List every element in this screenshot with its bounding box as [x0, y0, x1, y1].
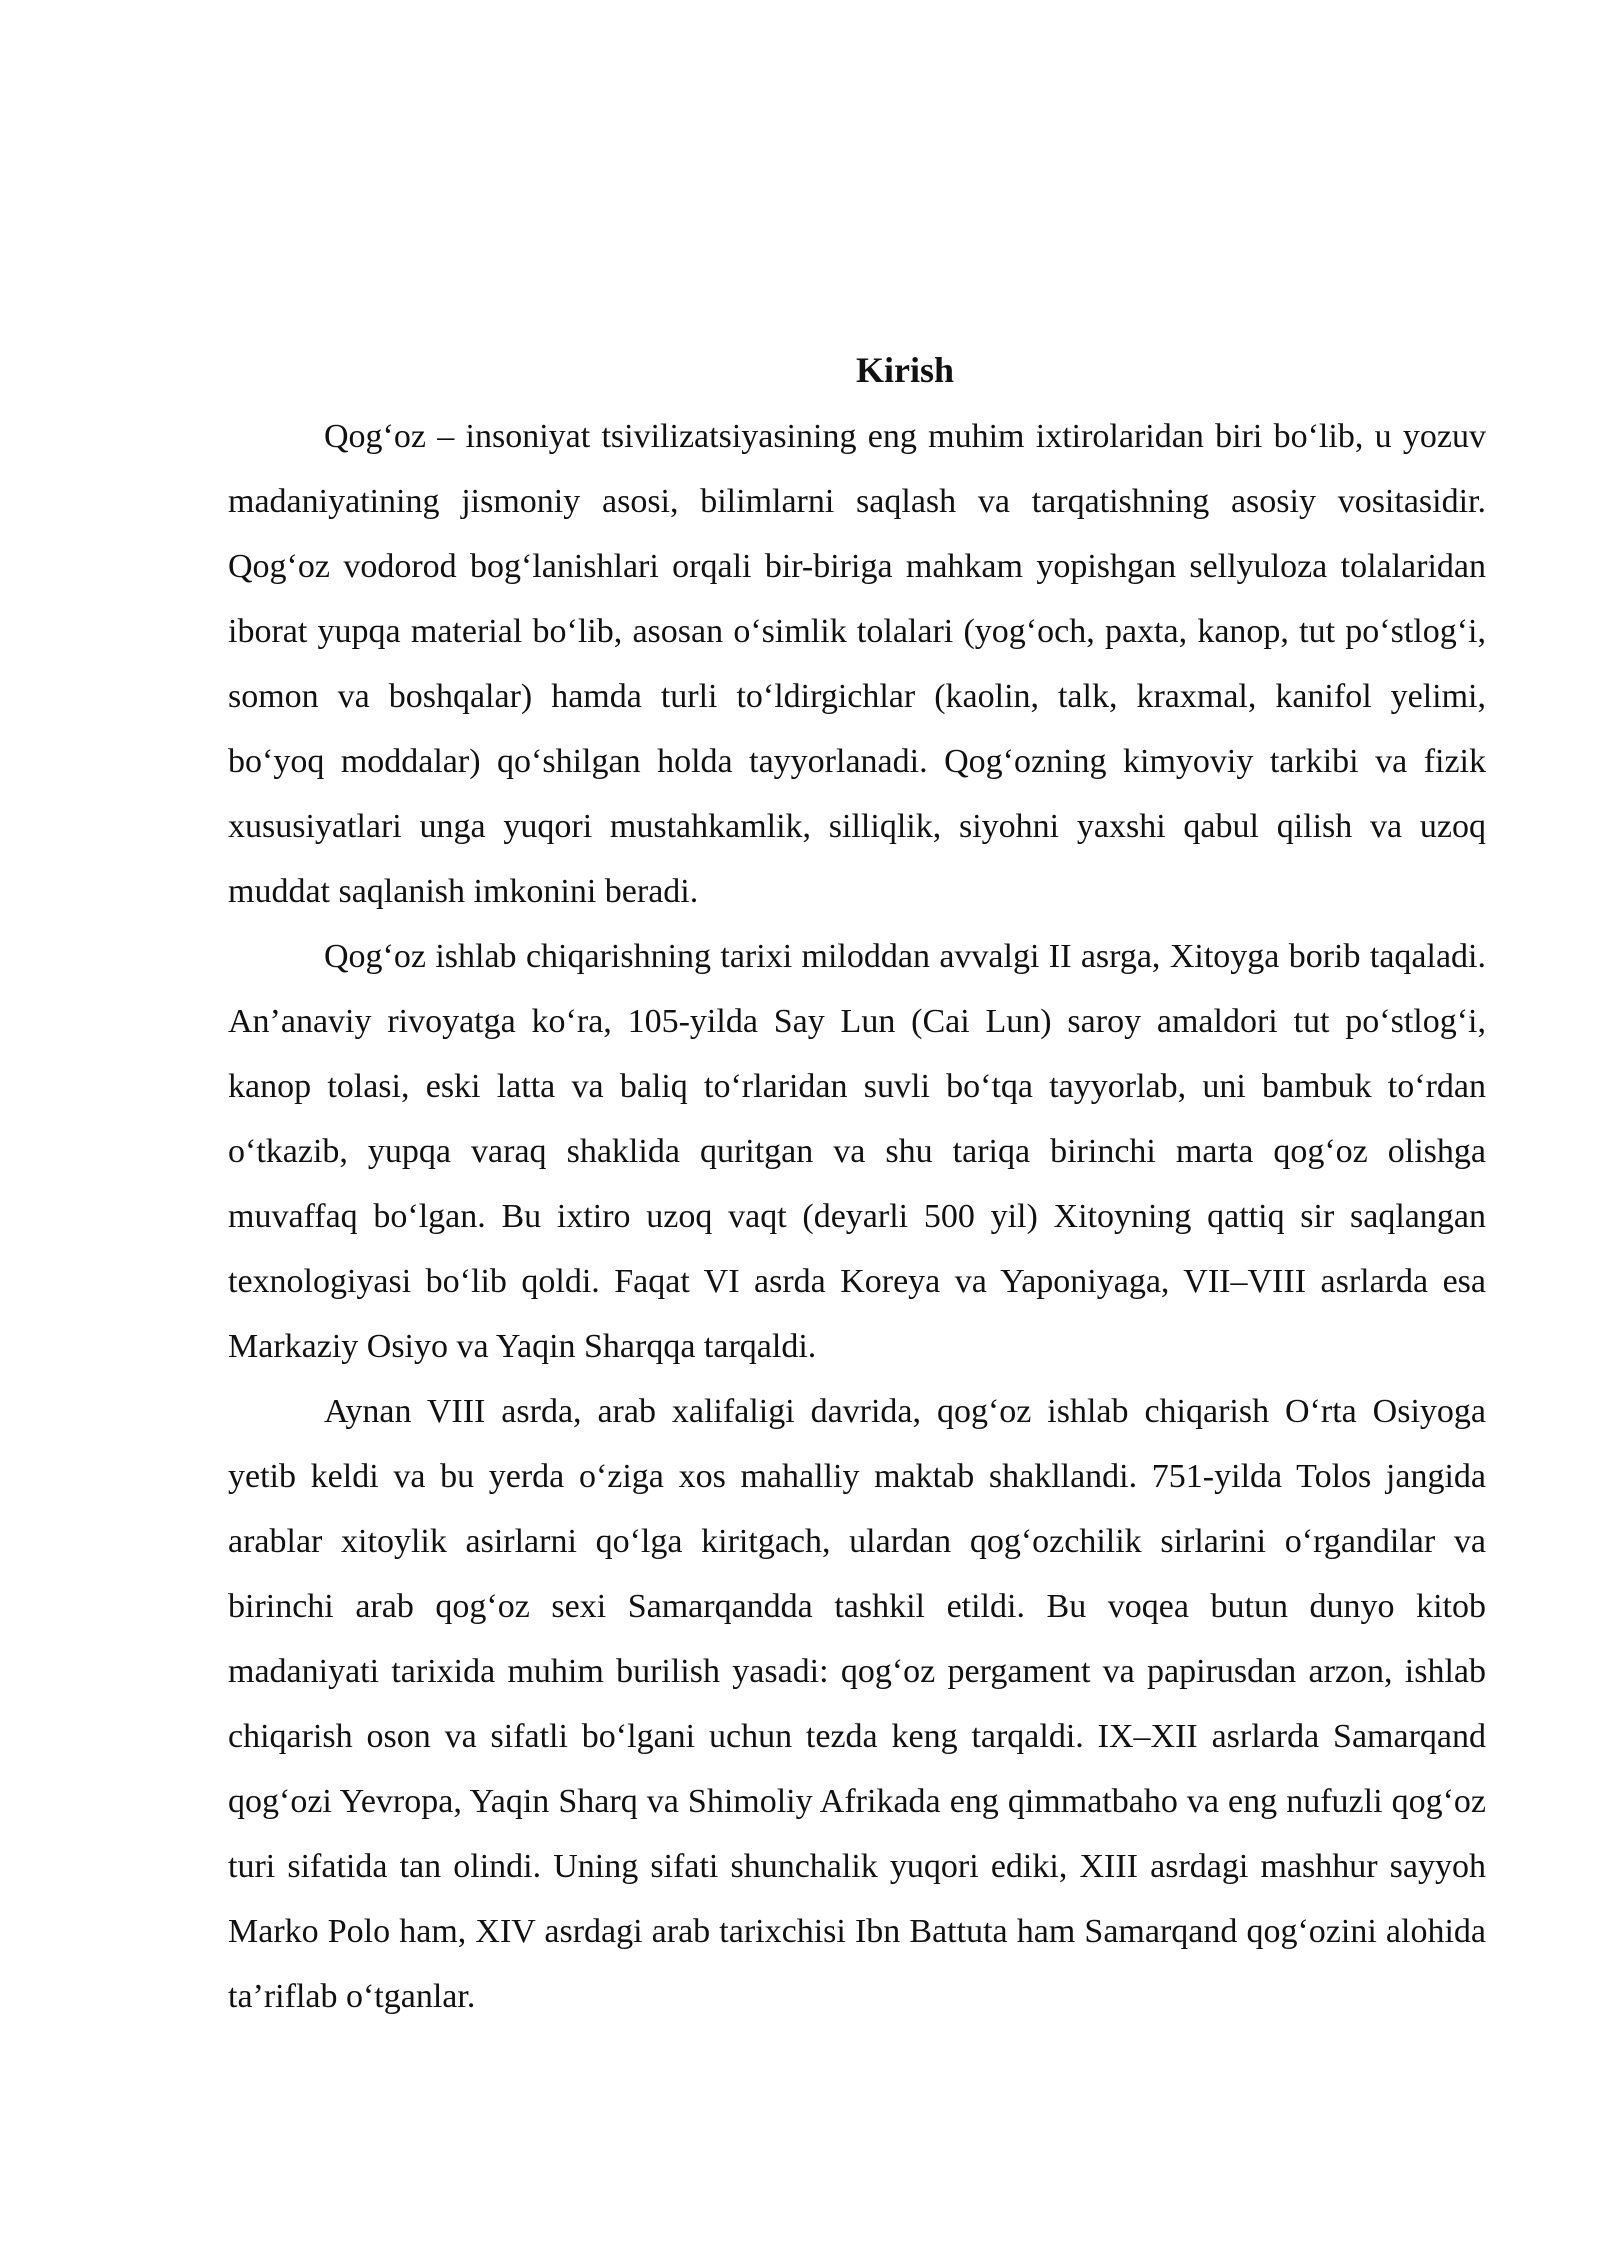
section-heading: Kirish	[855, 350, 954, 390]
paragraph-samarkand: Aynan VIII asrda, arab xalifaligi davrida, qog‘oz ishlab chiqarish O‘rta Osiyoga yetib keldi va bu yerda o‘ziga xos mahalliy maktab shakllandi. 751-yilda Tolos jangida arablar xitoylik asirlarni qo‘lga kiritgach, ulardan qog‘ozchilik sirlarini o‘rgandilar va birinchi arab qog‘oz sexi Samarqandda tashkil etildi. Bu voqea butun dunyo kitob madaniyati tarixida muhim burilish yasadi: qog‘oz pergament va papirusdan arzon, ishlab chiqarish oson va sifatli bo‘lgani uchun tezda keng tarqaldi. IX–XII asrlarda Samarqand qog‘ozi Yevropa, Yaqin Sharq va Shimoliy Afrikada eng qimmatbaho va eng nufuzli qog‘oz turi sifatida tan olindi. Uning sifati shunchalik yuqori ediki, XIII asrdagi mashhur sayyoh Marko Polo ham, XIV asrdagi arab tarixchisi Ibn Battuta ham Samarqand qog‘ozini alohida ta’riflab o‘tganlar.	[228, 1393, 1486, 2015]
paragraph-history-china: Qog‘oz ishlab chiqarishning tarixi miloddan avvalgi II asrga, Xitoyga borib taqaladi. An’anaviy rivoyatga ko‘ra, 105-yilda Say Lun (Cai Lun) saroy amaldori tut po‘stlog‘i, kanop tolasi, eski latta va baliq to‘rlaridan suvli bo‘tqa tayyorlab, uni bambuk to‘rdan o‘tkazib, yupqa varaq shaklida quritgan va shu tariqa birinchi marta qog‘oz olishga muvaffaq bo‘lgan. Bu ixtiro uzoq vaqt (deyarli 500 yil) Xitoyning qattiq sir saqlangan texnologiyasi bo‘lib qoldi. Faqat VI asrda Koreya va Yaponiyaga, VII–VIII asrlarda esa Markaziy Osiyo va Yaqin Sharqqa tarqaldi.	[228, 938, 1486, 1365]
paragraph-intro: Qog‘oz – insoniyat tsivilizatsiyasining eng muhim ixtirolaridan biri bo‘lib, u yozuv madaniyatining jismoniy asosi, bilimlarni saqlash va tarqatishning asosiy vositasidir. Qog‘oz vodorod bog‘lanishlari orqali bir-biriga mahkam yopishgan sellyuloza tolalaridan iborat yupqa material bo‘lib, asosan o‘simlik tolalari (yog‘och, paxta, kanop, tut po‘stlog‘i, somon va boshqalar) hamda turli to‘ldirgichlar (kaolin, talk, kraxmal, kanifol yelimi, bo‘yoq moddalar) qo‘shilgan holda tayyorlanadi. Qog‘ozning kimyoviy tarkibi va fizik xususiyatlari unga yuqori mustahkamlik, silliqlik, siyohni yaxshi qabul qilish va uzoq muddat saqlanish imkonini beradi.	[228, 418, 1486, 910]
page-content	[228, 336, 1486, 2029]
